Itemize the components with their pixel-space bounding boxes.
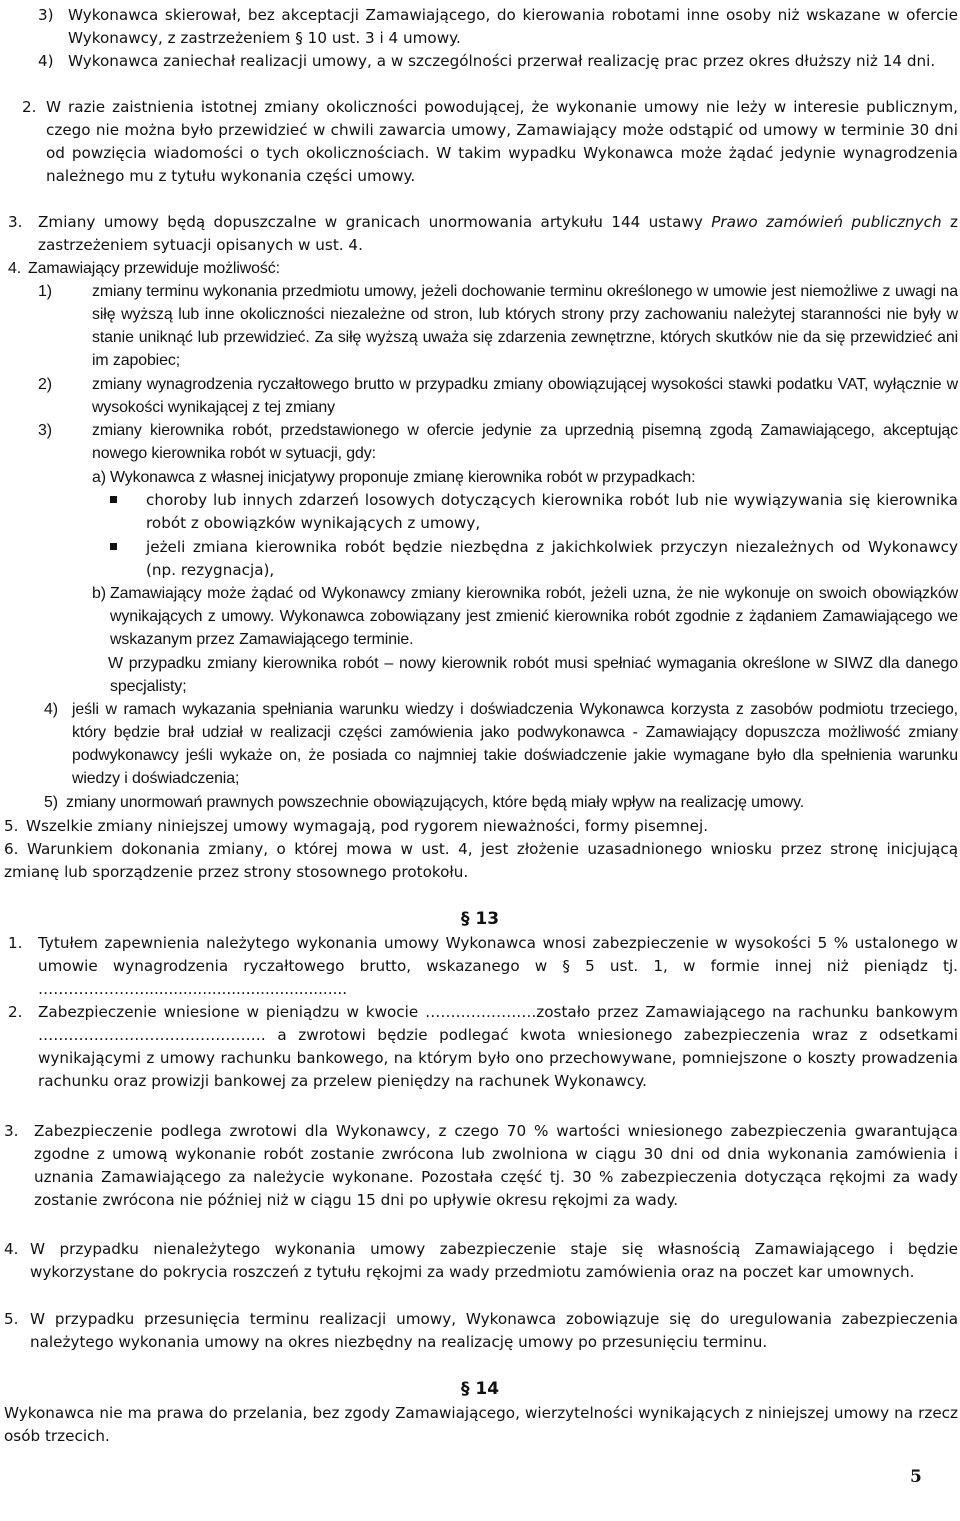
clause-12-1-item-4 xyxy=(38,50,958,73)
clause-12-6 xyxy=(4,838,958,884)
clause-12-3 xyxy=(8,211,958,257)
section-heading-13: § 13 xyxy=(460,909,500,929)
clause-text: Zabezpieczenie podlega zwrotowi dla Wykonawcy, z czego 70 % wartości wniesionego zabezpieczenia gwarantująca zgodne z umową wykonanie robót zostanie zwrócona lub zwolniona w ciągu 30 dni od dnia wykonania zamówienia i uznania Zamawiającego za należycie wykonane. Pozostała część tj. 30 % zabezpieczenia dotycząca rękojmi za wady zostanie zwrócona nie później niż w ciągu 15 dni po upływie okresu rękojmi za wady. xyxy=(34,1122,958,1209)
clause-text: W przypadku nienależytego wykonania umowy zabezpieczenie staje się własnością Zamawiającego i będzie wykorzystane do pokrycia roszczeń z tytułu rękojmi za wady przedmiotu zamówienia oraz na poczet kar umownych. xyxy=(30,1240,958,1281)
clause-number: 2. xyxy=(8,1003,23,1021)
clause-12-4-intro xyxy=(8,257,958,280)
item-text: jeśli w ramach wykazania spełniania warunku wiedzy i doświadczenia Wykonawca korzysta z zasobów podmiotu trzeciego, który będzie brał udział w realizacji części zamówienia jako podwykonawca - Zamawiający dopuszcza możliwość zmiany podwykonawcy jeśli wykaże on, że posiada co najmniej takie doświadczenie jakie wymagane było dla spełnienia warunku wiedzy i doświadczenia; xyxy=(72,701,958,787)
page-number: 5 xyxy=(910,1467,922,1487)
item-text: Wykonawca z własnej inicjatywy proponuje zmianę kierownika robót w przypadkach: xyxy=(110,469,696,486)
item-number: 3) xyxy=(38,422,52,439)
item-number: 5) xyxy=(44,794,58,811)
clause-body: Warunkiem dokonania zmiany, o której mowa w ust. 4, jest złożenie uzasadnionego wniosku przez stronę inicjującą zmianę lub sporządzenie przez strony stosownego protokołu. xyxy=(4,840,958,881)
item-text: zmiany kierownika robót, przedstawionego w ofercie jedynie za uprzednią pisemną zgodą Zamawiającego, akceptując nowego kierownika robót w sytuacji, gdy: xyxy=(92,422,958,462)
item-number: 2) xyxy=(38,376,52,393)
clause-text: Zabezpieczenie wniesione w pieniądzu w kwocie ………………….zostało przez Zamawiającego na rachunku bankowym ……………………………………… a zwrotowi będzie podlegać kwota wniesionego zabezpieczenia wraz z odsetkami wynikającymi z umowy rachunku bankowego, na którym było ono przechowywane, pomniejszone o koszty prowadzenia rachunku oraz prowizji bankowej za przelew pieniędzy na rachunek Wykonawcy. xyxy=(38,1003,958,1090)
item-number: 4) xyxy=(44,701,58,718)
clause-13-5 xyxy=(4,1308,958,1354)
bullet-text: choroby lub innych zdarzeń losowych dotyczących kierownika robót lub nie wywiązywania się kierownika robót z obowiązków wynikających z umowy, xyxy=(146,491,958,532)
clause-text: W razie zaistnienia istotnej zmiany okoliczności powodującej, że wykonanie umowy nie leży w interesie publicznym, czego nie można było przewidzieć w chwili zawarcia umowy, Zamawiający może odstąpić od umowy w terminie 30 dni od powzięcia wiadomości o tych okolicznościach. W takim wypadku Wykonawca może żądać jedynie wynagrodzenia należnego mu z tytułu wykonania części umowy. xyxy=(46,98,958,185)
square-bullet-icon xyxy=(110,496,117,503)
bullet-item xyxy=(110,536,958,582)
clause-12-2 xyxy=(22,96,958,188)
clause-13-2 xyxy=(8,1001,958,1093)
clause-number: 5. xyxy=(4,1310,19,1328)
item-letter: a) xyxy=(92,469,106,486)
clause-12-4-item-5 xyxy=(44,791,958,814)
item-text: zmiany unormowań prawnych powszechnie obowiązujących, które będą miały wpływ na realizację umowy. xyxy=(66,794,805,811)
clause-number: 6. xyxy=(4,840,19,858)
item-text: W przypadku zmiany kierownika robót – nowy kierownik robót musi spełniać wymagania określone w SIWZ dla danego specjalisty; xyxy=(108,655,958,695)
item-text: zmiany terminu wykonania przedmiotu umowy, jeżeli dochowanie terminu określonego w umowie jest niemożliwe z uwagi na siłę wyższą lub inne okoliczności niezależne od stron, lub których strony przy zachowaniu należytej staranności nie były w stanie uniknąć lub przewidzieć. Za siłę wyższą uważa się zdarzenia zewnętrzne, których skutków nie da się przewidzieć ani im zapobiec; xyxy=(92,283,958,369)
clause-text: W przypadku przesunięcia terminu realizacji umowy, Wykonawca zobowiązuje się do uregulowania zabezpieczenia należytego wykonania umowy na okres niezbędny na realizację umowy po przesunięciu terminu. xyxy=(30,1310,958,1351)
item-text: zmiany wynagrodzenia ryczałtowego brutto w przypadku zmiany obowiązującej wysokości stawki podatku VAT, wyłącznie w wysokości wynikającej z tej zmiany xyxy=(92,376,958,416)
clause-12-4-item-3 xyxy=(38,419,958,465)
item-number: 1) xyxy=(38,283,52,300)
clause-14 xyxy=(4,1402,958,1448)
bullet-text: jeżeli zmiana kierownika robót będzie niezbędna z jakichkolwiek przyczyn niezależnych od Wykonawcy (np. rezygnacja), xyxy=(146,538,958,579)
clause-13-1 xyxy=(8,932,958,1001)
square-bullet-icon xyxy=(110,543,117,550)
clause-12-4-item-1 xyxy=(38,280,958,372)
item-text: Wykonawca zaniechał realizacji umowy, a w szczególności przerwał realizację prac przez okres dłuższy niż 14 dni. xyxy=(68,52,936,70)
clause-number: 4. xyxy=(8,260,22,277)
bullet-item xyxy=(110,489,958,535)
item-letter: b) xyxy=(92,585,106,602)
clause-12-5 xyxy=(4,815,958,838)
clause-13-3 xyxy=(4,1120,958,1212)
clause-number: 1. xyxy=(8,934,23,952)
clause-12-4-item-3b xyxy=(92,582,958,651)
item-number: 4) xyxy=(38,52,54,70)
clause-12-4-item-2 xyxy=(38,373,958,419)
clause-12-1-item-3 xyxy=(38,4,958,50)
clause-text-b: z zastrzeżeniem sytuacji opisanych w ust. 4. xyxy=(38,213,959,254)
clause-number: 5. xyxy=(4,817,19,835)
clause-number: 3. xyxy=(8,213,23,231)
clause-13-4 xyxy=(4,1238,958,1284)
act-title: Prawo zamówień publicznych xyxy=(711,213,942,231)
clause-text: Wykonawca nie ma prawa do przelania, bez zgody Zamawiającego, wierzytelności wynikających z niniejszej umowy na rzecz osób trzecich. xyxy=(4,1404,958,1445)
clause-12-4-item-3c xyxy=(108,652,958,698)
clause-number: 4. xyxy=(4,1240,19,1258)
clause-number: 3. xyxy=(4,1122,19,1140)
section-heading-14: § 14 xyxy=(460,1379,500,1399)
clause-12-4-item-4 xyxy=(38,698,958,790)
clause-text: Zamawiający przewiduje możliwość: xyxy=(28,260,280,277)
clause-text-a: Zmiany umowy będą dopuszczalne w granicach unormowania artykułu 144 ustawy xyxy=(38,213,712,231)
clause-text: Wszelkie zmiany niniejszej umowy wymagają, pod rygorem nieważności, formy pisemnej. xyxy=(26,817,709,835)
clause-text xyxy=(38,211,958,257)
clause-text: Tytułem zapewnienia należytego wykonania umowy Wykonawca wnosi zabezpieczenie w wysokości 5 % ustalonego w umowie wynagrodzenia ryczałtowego brutto, wskazanego w § 5 ust. 1, w formie innej niż pieniądz tj. ………………….......................................... xyxy=(38,934,958,998)
clause-text xyxy=(4,838,958,884)
item-text: Wykonawca skierował, bez akceptacji Zamawiającego, do kierowania robotami inne osoby niż wskazane w ofercie Wykonawcy, z zastrzeżeniem § 10 ust. 3 i 4 umowy. xyxy=(68,6,958,47)
clause-12-4-item-3a xyxy=(92,466,958,489)
item-number: 3) xyxy=(38,6,54,24)
item-text: Zamawiający może żądać od Wykonawcy zmiany kierownika robót, jeżeli uzna, że nie wykonuje on swoich obowiązków wynikających z umowy. Wykonawca zobowiązany jest zmienić kierownika robót zgodnie z żądaniem Zamawiającego we wskazanym przez Zamawiającego terminie. xyxy=(110,585,958,648)
clause-number: 2. xyxy=(22,98,37,116)
